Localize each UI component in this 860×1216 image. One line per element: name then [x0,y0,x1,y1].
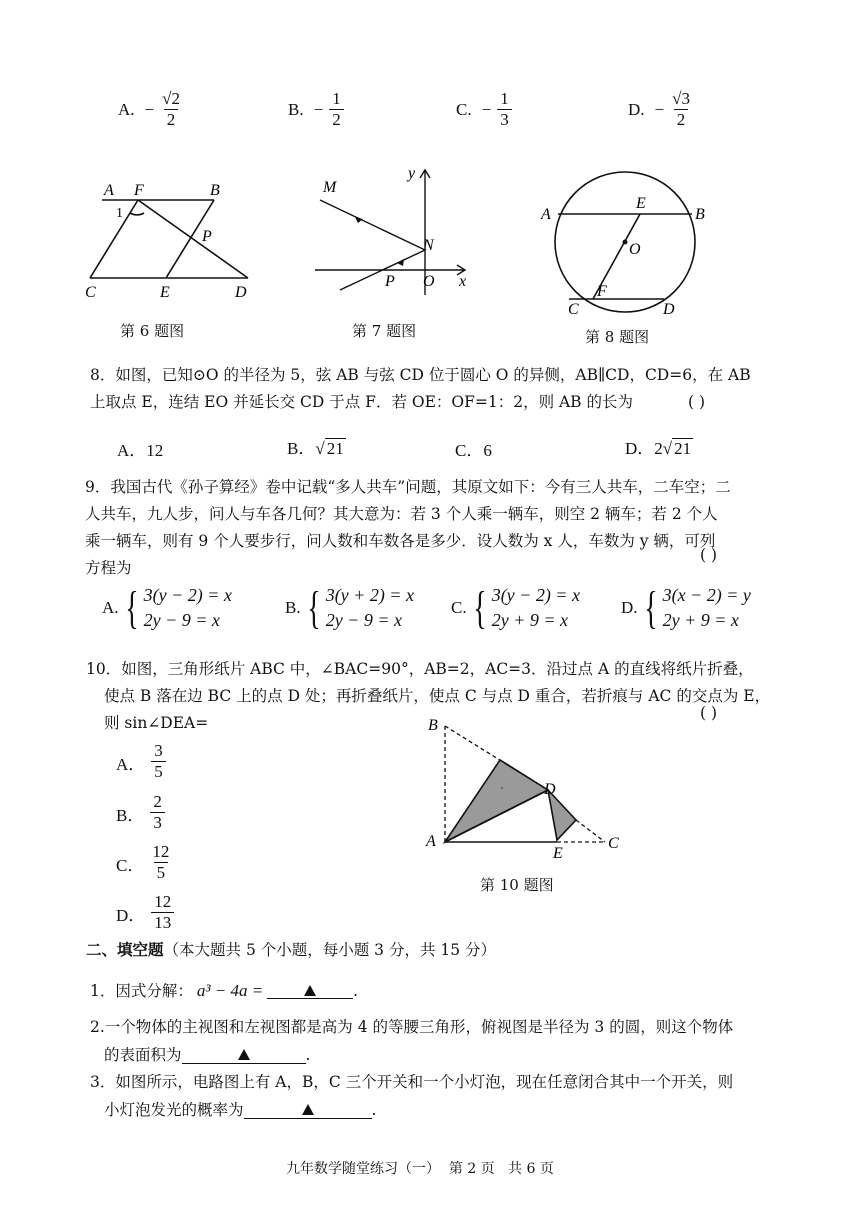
q10-line-1: 10．如图，三角形纸片 ABC 中，∠BAC=90°，AB=2，AC=3．沿过点 A 的直线将纸片折叠， [86,660,754,678]
fig7-label-y: y [408,165,416,182]
q7-option-c: C. − $\frac{1}{3}$ [456,90,512,130]
q10-line-2: 使点 B 落在边 BC 上的点 D 处；再折叠纸片，使点 C 与点 D 重合，若折痕与 AC 的交点为 E， [104,687,771,705]
fig10-speck [501,787,503,789]
q10-option-a: A． $\frac{3}{5}$ [116,742,166,782]
q9-d-system: { 3(x − 2) = y 2y + 9 = x [643,582,751,633]
fig6-label-d: D [235,284,247,301]
q9-line-1: 9．我国古代《孙子算经》卷中记载“多人共车”问题，其原文如下：今有三人共车，二车空；二 [85,478,731,496]
fig6-label-f: F [134,182,144,199]
q7-d-fraction: $\frac{√3}{2}$ [672,89,690,129]
fig10-fold-triangle-abd [445,760,548,842]
fill1-line: 1．因式分解： a³ − 4a = . [90,981,359,1000]
page-footer: 九年数学随堂练习（一） 第 2 页 共 6 页 [286,1161,554,1177]
fig6-segment-fd [138,200,248,278]
fig6-label-c: C [85,284,96,301]
q9-answer-paren: ( ) [700,546,718,564]
fig6-label-1: 1 [116,206,123,221]
q9-a-system: { 3(y − 2) = x 2y − 9 = x [124,582,232,633]
fig6-caption: 第 6 题图 [120,322,185,340]
fig6-angle-arc [130,213,144,215]
fill3-line-2: 小灯泡发光的概率为 . [104,1101,377,1119]
fill3-line-1: 3．如图所示，电路图上有 A，B，C 三个开关和一个小灯泡，现在任意闭合其中一个开关，则 [90,1073,734,1091]
figure-6 [80,175,265,305]
fig7-label-n: N [423,237,434,254]
q8-option-c: C．6 [455,441,492,460]
q9-option-a: A. { 3(y − 2) = x 2y − 9 = x [102,582,232,633]
fig6-segment-fc [90,200,138,278]
q7-a-fraction: $\frac{√2}{2}$ [162,89,180,129]
fig10-caption: 第 10 题图 [480,876,554,894]
q9-option-b: B. { 3(y + 2) = x 2y − 9 = x [285,582,414,633]
q8-option-b: B．√ 21 [287,439,344,458]
q8-d-sqrt: √ 21 [662,439,692,458]
fig7-label-o: O [423,273,435,290]
q10-option-b: B． $\frac{2}{3}$ [116,793,165,833]
fill2-line-2: 的表面积为 . [104,1046,311,1064]
answer-triangle-icon [304,985,316,996]
fig10-label-d: D [544,781,556,798]
fig6-label-p: P [202,228,212,245]
fig6-label-a: A [104,182,114,199]
q10-answer-paren: ( ) [700,704,718,722]
q8-line-1: 8．如图，已知⊙O 的半径为 5，弦 AB 与弦 CD 位于圆心 O 的异侧，AB∥CD，CD=6，在 AB [90,366,751,384]
q10-b-fraction: $\frac{2}{3}$ [150,793,165,833]
q7-option-b: B. − $\frac{1}{2}$ [288,90,344,130]
fig8-label-c: C [568,301,579,318]
q7-option-d: D. − $\frac{√3}{2}$ [628,89,690,129]
q10-a-fraction: $\frac{3}{5}$ [151,742,166,782]
fig7-caption: 第 7 题图 [352,322,417,340]
fig8-caption: 第 8 题图 [585,328,650,346]
section2-heading [86,942,496,959]
figure-8 [535,160,715,322]
answer-triangle-icon [238,1049,250,1060]
fill2-answer-blank[interactable] [182,1047,306,1064]
fig8-label-o: O [629,241,641,258]
fig6-label-b: B [210,182,220,199]
q10-option-d: D． $\frac{12}{13}$ [116,893,174,933]
fill3-answer-blank[interactable] [244,1102,372,1119]
fill2-line-1: 2.一个物体的主视图和左视图都是高为 4 的等腰三角形，俯视图是半径为 3 的圆，则这个物体 [90,1018,734,1036]
q10-line-3: 则 sin∠DEA= [104,714,209,732]
q9-line-3: 乘一辆车，则有 9 个人要步行，问人数和车数各是多少．设人数为 x 人，车数为 y 辆，可列 [85,532,716,550]
fig10-dashed-dc [576,820,605,842]
q10-d-fraction: $\frac{12}{13}$ [151,893,174,933]
q7-c-fraction: $\frac{1}{3}$ [497,90,512,130]
fig10-label-a: A [426,833,436,850]
fig7-label-p: P [385,273,395,290]
fill1-answer-blank[interactable] [267,983,353,1000]
fig7-ray-mn [320,200,425,250]
fig10-label-b: B [428,717,438,734]
fill1-expression: a³ − 4a = [196,981,264,1000]
q9-b-system: { 3(y + 2) = x 2y − 9 = x [307,582,414,633]
q7-b-fraction: $\frac{1}{2}$ [329,90,344,130]
fig10-label-c: C [608,835,619,852]
section2-note: （本大题共 5 个小题，每小题 3 分，共 15 分） [163,941,497,959]
fig8-label-d: D [663,301,675,318]
q10-c-fraction: $\frac{12}{5}$ [152,842,170,882]
fig6-label-e: E [160,284,170,301]
fig7-label-x: x [459,273,467,290]
q7-option-a: A. − $\frac{√2}{2}$ [118,89,180,129]
q9-line-4: 方程为 [85,559,132,577]
fig8-center-dot [623,240,628,245]
q9-c-system: { 3(y − 2) = x 2y + 9 = x [473,582,580,633]
fig8-label-f: F [597,283,607,300]
q8-b-sqrt: √ 21 [315,439,344,458]
fig8-label-a: A [541,206,551,223]
q9-option-c: C. { 3(y − 2) = x 2y + 9 = x [451,582,580,633]
fig7-arrow-np [397,259,404,266]
figure-7 [305,160,480,300]
q8-option-d: D．2√ 21 [625,439,692,458]
section2-title: 二、填空题 [86,940,164,959]
fig8-label-e: E [636,195,646,212]
figure-10 [420,712,630,862]
q10-option-c: C． $\frac{12}{5}$ [116,842,170,882]
q9-option-d: D. { 3(x − 2) = y 2y + 9 = x [621,582,751,633]
fig8-label-b: B [695,206,705,223]
fig10-label-e: E [553,845,563,862]
q8-option-a: A．12 [117,441,164,460]
answer-triangle-icon [302,1104,314,1115]
q9-line-2: 人共车，九人步，问人与车各几何？其大意为：若 3 个人乘一辆车，则空 2 辆车；若 2 个人 [85,505,718,523]
q8-line-2: 上取点 E，连结 EO 并延长交 CD 于点 F．若 OE：OF=1：2，则 AB 的长为 [90,393,634,411]
fig7-label-m: M [323,179,337,196]
q8-answer-paren: ( ) [688,393,706,411]
